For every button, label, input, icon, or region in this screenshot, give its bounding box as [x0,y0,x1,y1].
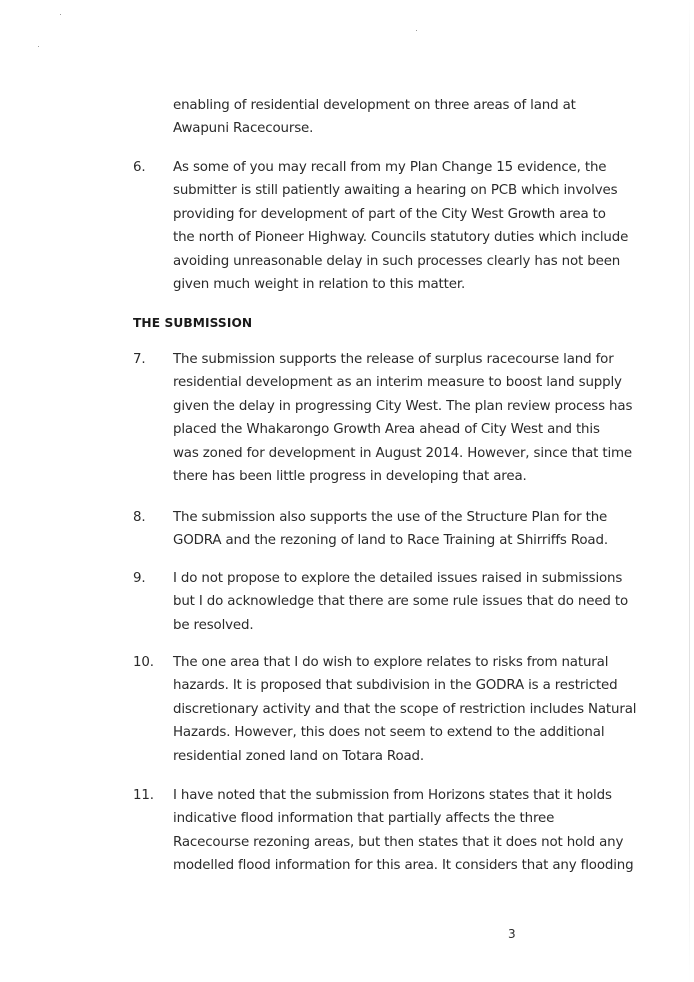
paragraph-number: 6. [133,160,146,175]
text-line: I have noted that the submission from Horizons states that it holds [173,788,612,803]
paragraph-number: 11. [133,788,154,803]
text-line: was zoned for development in August 2014. However, since that time [173,445,633,461]
text-line: be resolved. [173,617,254,633]
paragraph-body [173,784,634,878]
text-line: providing for development of part of the City West Growth area to [173,206,606,222]
text-line: avoiding unreasonable delay in such processes clearly has not been [173,253,621,269]
text-line: indicative flood information that partially affects the three [173,811,555,827]
text-line: residential zoned land on Totara Road. [173,748,425,764]
paragraph-body [173,567,629,637]
text-line: The submission also supports the use of the Structure Plan for the [173,510,608,525]
paragraph-body [173,506,613,553]
text-line: given the delay in progressing City West. The plan review process has [173,398,633,414]
text-line: Hazards. However, this does not seem to extend to the additional [173,725,605,741]
paragraph-number: 7. [133,352,146,367]
text-line: placed the Whakarongo Growth Area ahead of City West and this [173,422,600,438]
page-number: 3 [508,927,516,941]
text-line: residential development as an interim measure to boost land supply [173,375,622,391]
text-line: enabling of residential development on three areas of land at [173,98,576,113]
text-line: there has been little progress in developing that area. [173,469,527,485]
paragraph-number: 8. [133,510,146,525]
paragraph-body [173,94,613,141]
text-line: submitter is still patiently awaiting a hearing on PCB which involves [173,183,618,199]
text-line: As some of you may recall from my Plan Change 15 evidence, the [173,160,607,175]
scan-speck [38,46,39,47]
text-line: discretionary activity and that the scope of restriction includes Natural [173,701,637,717]
text-line: hazards. It is proposed that subdivision in the GODRA is a restricted [173,678,618,694]
paragraph-number: 9. [133,571,146,586]
scan-page-edge [689,0,690,982]
text-line: I do not propose to explore the detailed issues raised in submissions [173,571,623,586]
scan-speck [60,14,61,15]
text-line: the north of Pioneer Highway. Councils statutory duties which include [173,230,629,246]
text-line: modelled flood information for this area. It considers that any flooding [173,858,634,874]
paragraph-body [173,156,629,296]
text-line: but I do acknowledge that there are some rule issues that do need to [173,594,629,610]
text-line: The submission supports the release of surplus racecourse land for [173,352,614,367]
text-line: given much weight in relation to this matter. [173,277,466,293]
scan-speck [416,30,417,31]
text-line: Awapuni Racecourse. [173,121,314,137]
text-line: Racecourse rezoning areas, but then states that it does not hold any [173,834,624,850]
paragraph-body [173,348,633,488]
paragraph-body [173,651,637,768]
section-heading: THE SUBMISSION [133,316,253,330]
text-line: GODRA and the rezoning of land to Race Training at Shirriffs Road. [173,533,608,549]
paragraph-number: 10. [133,655,154,670]
text-line: The one area that I do wish to explore relates to risks from natural [173,655,609,670]
